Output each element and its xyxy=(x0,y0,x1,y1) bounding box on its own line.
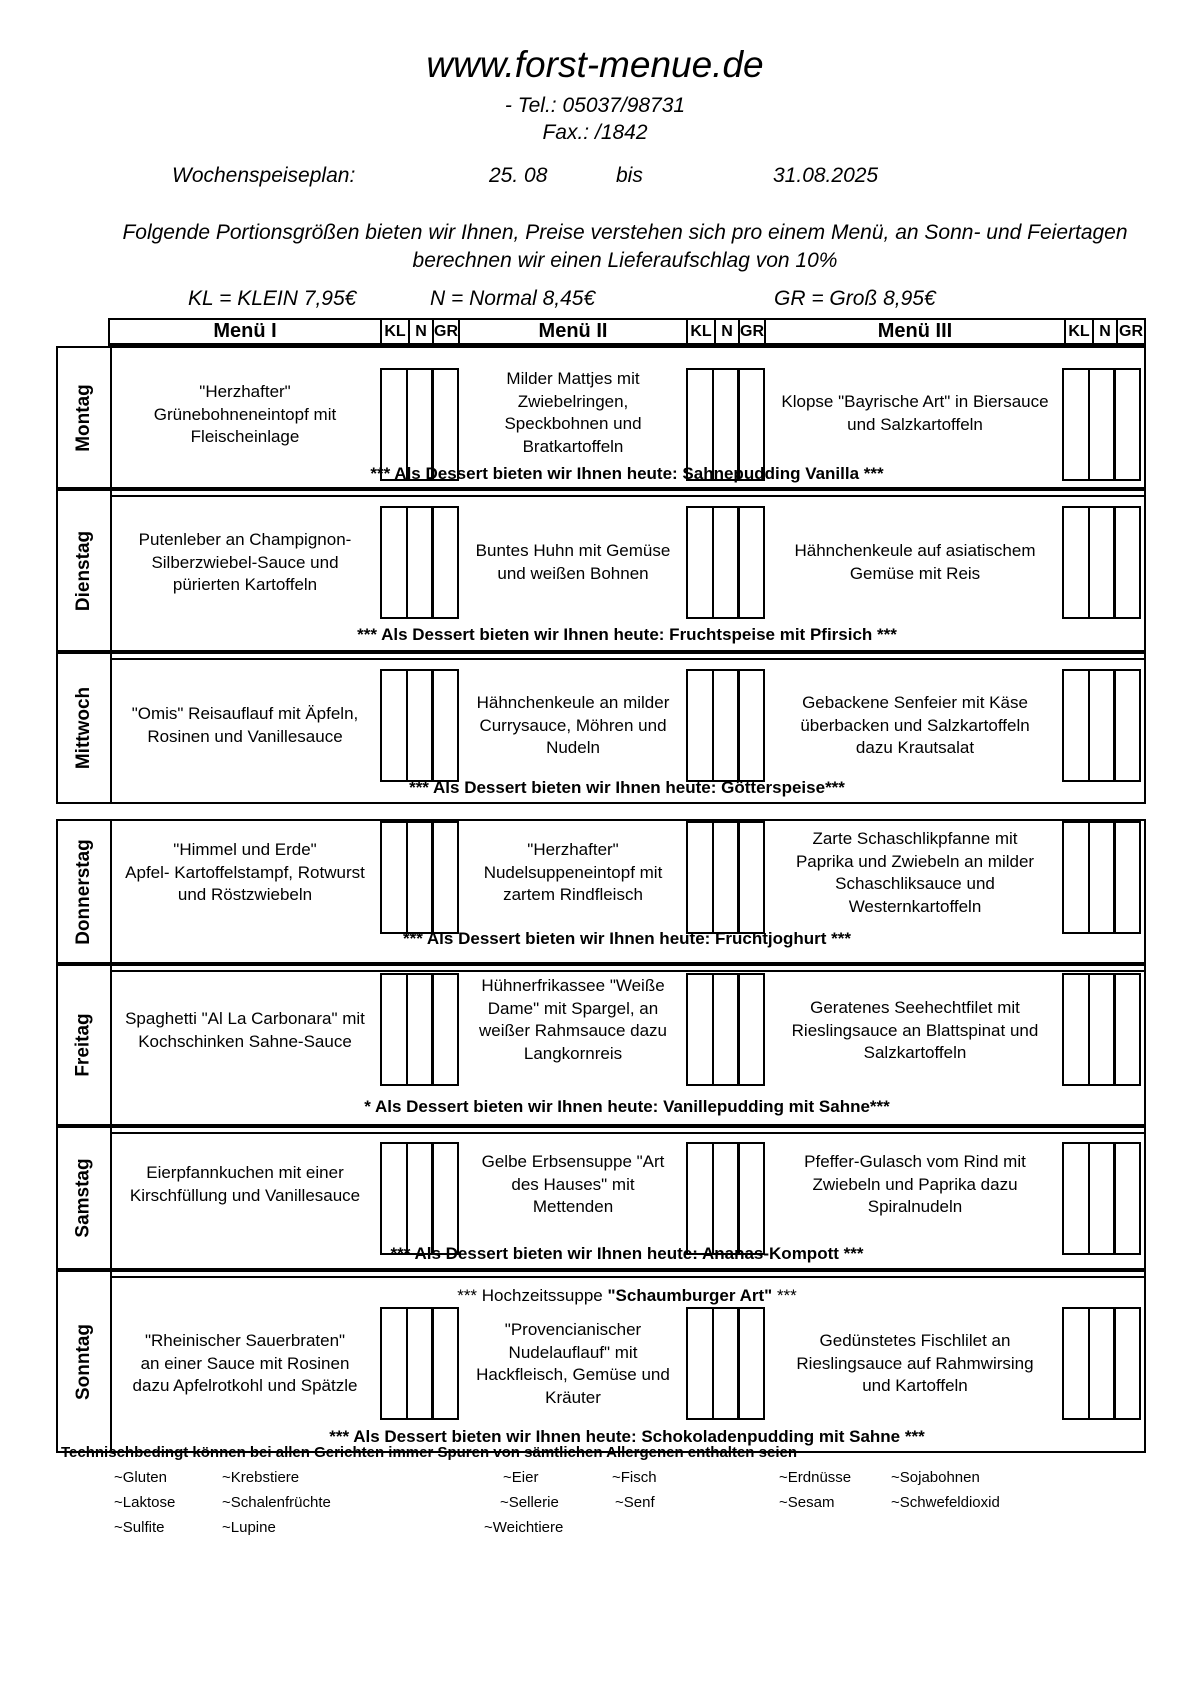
menu1-order-boxes[interactable] xyxy=(380,1142,459,1255)
menu1-order-boxes[interactable] xyxy=(380,669,459,782)
soup-suffix: *** xyxy=(772,1286,797,1305)
gr-box[interactable] xyxy=(737,669,765,782)
menu3-kl-header: KL xyxy=(1064,320,1092,343)
soup-name: "Schaumburger Art" xyxy=(607,1286,773,1305)
price-normal: N = Normal 8,45€ xyxy=(430,287,596,310)
menu1-dish: Eierpfannkuchen mit einer Kirschfüllung und Vanillesauce xyxy=(129,1163,361,1205)
menu2-dish: Hähnchenkeule an milder Currysauce, Möhren und Nudeln xyxy=(476,693,670,757)
menu2-dish: Hühnerfrikassee "Weiße Dame" mit Spargel, an weißer Rahmsauce dazu Langkornreis xyxy=(478,976,668,1063)
menu1-order-boxes[interactable] xyxy=(380,821,459,934)
allergen-item: ~Erdnüsse xyxy=(779,1469,852,1486)
date-bis: bis xyxy=(616,164,643,187)
menu3-dish: Klopse "Bayrische Art" in Biersauce und Salzkartoffeln xyxy=(781,392,1049,434)
menu2-dish: Gelbe Erbsensuppe "Art des Hauses" mit Mettenden xyxy=(481,1152,665,1216)
menu3-dish: Gedünstetes Fischlilet an Rieslingsauce auf Rahmwirsing und Kartoffeln xyxy=(796,1331,1034,1395)
menu-column-header xyxy=(108,318,1146,346)
n-box[interactable] xyxy=(712,506,740,619)
n-box[interactable] xyxy=(406,1307,434,1420)
soup-prefix: *** Hochzeitssuppe xyxy=(457,1286,608,1305)
day-label: Samstag xyxy=(58,1128,112,1268)
dessert-text: *** Als Dessert bieten wir Ihnen heute: Götterspeise*** xyxy=(409,778,845,797)
kl-box[interactable] xyxy=(380,669,408,782)
menu2-order-boxes[interactable] xyxy=(686,506,765,619)
allergen-notice: Technischbedingt können bei allen Gerichten immer Spuren von sämtlichen Allergenen enthalten seien xyxy=(61,1444,797,1461)
day-row-samstag xyxy=(56,1126,1146,1270)
kl-box[interactable] xyxy=(686,669,714,782)
menu1-dish: "Himmel und Erde" Apfel- Kartoffelstampf, Rotwurst und Röstzwiebeln xyxy=(125,840,365,904)
day-row-montag xyxy=(56,346,1146,489)
gr-box[interactable] xyxy=(737,506,765,619)
menu3-order-boxes[interactable] xyxy=(1062,1142,1141,1255)
menu3-order-boxes[interactable] xyxy=(1062,973,1141,1086)
menu2-order-boxes[interactable] xyxy=(686,1142,765,1255)
kl-box[interactable] xyxy=(380,821,408,934)
plan-label: Wochenspeiseplan: xyxy=(172,164,356,187)
kl-box[interactable] xyxy=(380,1307,408,1420)
dessert-text: *** Als Dessert bieten wir Ihnen heute: Schokoladenpudding mit Sahne *** xyxy=(329,1427,925,1446)
menu3-gr-header: GR xyxy=(1116,320,1144,343)
menu1-order-boxes[interactable] xyxy=(380,1307,459,1420)
allergen-item: ~Krebstiere xyxy=(222,1469,300,1486)
n-box[interactable] xyxy=(406,973,434,1086)
menu2-dish: "Provencianischer Nudelauflauf" mit Hackfleisch, Gemüse und Kräuter xyxy=(476,1320,670,1407)
allergen-item: ~Schalenfrüchte xyxy=(222,1494,331,1511)
menu3-dish: Geratenes Seehechtfilet mit Rieslingsauce an Blattspinat und Salzkartoffeln xyxy=(791,998,1039,1062)
menu3-dish: Zarte Schaschlikpfanne mit Paprika und Zwiebeln an milder Schaschliksauce und Westernkartoffeln xyxy=(795,829,1035,916)
gr-box[interactable] xyxy=(737,973,765,1086)
menu2-n-header: N xyxy=(714,320,738,343)
phone-number: - Tel.: 05037/98731 xyxy=(504,94,686,117)
day-row-mittwoch xyxy=(56,652,1146,804)
gr-box[interactable] xyxy=(1113,1142,1141,1255)
menu1-dish: Putenleber an Champignon- Silberzwiebel-Sauce und pürierten Kartoffeln xyxy=(138,530,352,594)
gr-box[interactable] xyxy=(737,821,765,934)
allergen-item: ~Fisch xyxy=(612,1469,657,1486)
menu1-dish: Spaghetti "Al La Carbonara" mit Kochschinken Sahne-Sauce xyxy=(125,1009,365,1051)
menu1-dish: "Omis" Reisauflauf mit Äpfeln, Rosinen und Vanillesauce xyxy=(131,704,359,746)
n-box[interactable] xyxy=(712,1142,740,1255)
n-box[interactable] xyxy=(712,669,740,782)
allergen-item: ~Lupine xyxy=(222,1519,276,1536)
row-divider xyxy=(110,1132,1144,1134)
kl-box[interactable] xyxy=(686,821,714,934)
allergen-item: ~Gluten xyxy=(114,1469,167,1486)
gr-box[interactable] xyxy=(431,1142,459,1255)
menu1-order-boxes[interactable] xyxy=(380,506,459,619)
menu2-dish: Buntes Huhn mit Gemüse und weißen Bohnen xyxy=(475,541,671,583)
kl-box[interactable] xyxy=(1062,821,1090,934)
day-label: Freitag xyxy=(58,966,112,1124)
kl-box[interactable] xyxy=(1062,506,1090,619)
kl-box[interactable] xyxy=(380,1142,408,1255)
menu3-dish: Gebackene Senfeier mit Käse überbacken und Salzkartoffeln dazu Krautsalat xyxy=(800,693,1030,757)
n-box[interactable] xyxy=(406,669,434,782)
menu1-order-boxes[interactable] xyxy=(380,973,459,1086)
menu3-dish: Pfeffer-Gulasch vom Rind mit Zwiebeln und Paprika dazu Spiralnudeln xyxy=(804,1152,1026,1216)
day-row-donnerstag xyxy=(56,819,1146,964)
kl-box[interactable] xyxy=(1062,1142,1090,1255)
allergen-item: ~Schwefeldioxid xyxy=(891,1494,1000,1511)
n-box[interactable] xyxy=(712,821,740,934)
allergen-item: ~Sellerie xyxy=(500,1494,559,1511)
menu2-order-boxes[interactable] xyxy=(686,821,765,934)
n-box[interactable] xyxy=(1088,973,1116,1086)
kl-box[interactable] xyxy=(380,973,408,1086)
n-box[interactable] xyxy=(712,1307,740,1420)
menu2-header: Menü II xyxy=(538,320,608,342)
n-box[interactable] xyxy=(406,1142,434,1255)
menu2-order-boxes[interactable] xyxy=(686,1307,765,1420)
date-from: 25. 08 xyxy=(489,164,548,187)
dessert-text: *** Als Dessert bieten wir Ihnen heute: Fruchtspeise mit Pfirsich *** xyxy=(357,625,897,644)
n-box[interactable] xyxy=(712,973,740,1086)
row-divider xyxy=(110,495,1144,497)
kl-box[interactable] xyxy=(686,506,714,619)
kl-box[interactable] xyxy=(1062,669,1090,782)
date-to: 31.08.2025 xyxy=(773,164,879,187)
kl-box[interactable] xyxy=(686,1307,714,1420)
allergen-item: ~Sulfite xyxy=(114,1519,165,1536)
website-title: www.forst-menue.de xyxy=(426,44,764,85)
n-box[interactable] xyxy=(406,506,434,619)
dessert-text: *** Als Dessert bieten wir Ihnen heute: Fruchtjoghurt *** xyxy=(402,929,852,948)
kl-box[interactable] xyxy=(380,506,408,619)
day-row-sonntag xyxy=(56,1270,1146,1453)
gr-box[interactable] xyxy=(1113,973,1141,1086)
allergen-item: ~Laktose xyxy=(114,1494,176,1511)
allergen-item: ~Weichtiere xyxy=(484,1519,564,1536)
day-label: Sonntag xyxy=(58,1272,112,1451)
price-gross: GR = Groß 8,95€ xyxy=(774,287,936,310)
dessert-text: *** Als Dessert bieten wir Ihnen heute: Sahnepudding Vanilla *** xyxy=(370,464,884,483)
gr-box[interactable] xyxy=(1113,1307,1141,1420)
gr-box[interactable] xyxy=(737,1307,765,1420)
allergen-item: ~Sojabohnen xyxy=(891,1469,980,1486)
gr-box[interactable] xyxy=(1113,821,1141,934)
menu3-dish: Hähnchenkeule auf asiatischem Gemüse mit Reis xyxy=(794,541,1036,583)
menu3-header: Menü III xyxy=(877,320,953,342)
menu1-dish: "Rheinischer Sauerbraten" an einer Sauce mit Rosinen dazu Apfelrotkohl und Spätzle xyxy=(132,1331,358,1395)
day-label: Mittwoch xyxy=(58,654,112,802)
menu2-order-boxes[interactable] xyxy=(686,669,765,782)
row-divider xyxy=(110,970,1144,972)
day-row-freitag xyxy=(56,964,1146,1126)
menu3-order-boxes[interactable] xyxy=(1062,821,1141,934)
n-box[interactable] xyxy=(1088,821,1116,934)
kl-box[interactable] xyxy=(1062,973,1090,1086)
soup-line xyxy=(110,1286,1144,1306)
menu1-dish: "Herzhafter" Grünebohneneintopf mit Fleischeinlage xyxy=(153,382,337,446)
gr-box[interactable] xyxy=(737,1142,765,1255)
day-label: Montag xyxy=(58,348,112,487)
menu1-kl-header: KL xyxy=(380,320,408,343)
n-box[interactable] xyxy=(1088,1142,1116,1255)
intro-text: Folgende Portionsgrößen bieten wir Ihnen, Preise verstehen sich pro einem Menü, an Sonn- und Feiertagen berechnen wir einen Lieferaufschlag von 10% xyxy=(122,221,1128,272)
allergen-item: ~Sesam xyxy=(779,1494,835,1511)
allergen-item: ~Senf xyxy=(615,1494,655,1511)
day-label: Donnerstag xyxy=(58,821,112,962)
fax-number: Fax.: /1842 xyxy=(542,121,648,144)
menu3-order-boxes[interactable] xyxy=(1062,1307,1141,1420)
row-divider xyxy=(110,658,1144,660)
n-box[interactable] xyxy=(1088,1307,1116,1420)
day-label: Dienstag xyxy=(58,491,112,650)
kl-box[interactable] xyxy=(686,1142,714,1255)
row-divider xyxy=(110,1276,1144,1278)
menu2-order-boxes[interactable] xyxy=(686,973,765,1086)
menu2-dish: Milder Mattjes mit Zwiebelringen, Speckbohnen und Bratkartoffeln xyxy=(504,369,642,456)
gr-box[interactable] xyxy=(431,669,459,782)
n-box[interactable] xyxy=(1088,669,1116,782)
menu2-dish: "Herzhafter" Nudelsuppeneintopf mit zartem Rindfleisch xyxy=(483,840,663,904)
n-box[interactable] xyxy=(1088,506,1116,619)
menu3-order-boxes[interactable] xyxy=(1062,506,1141,619)
dessert-text: *** Als Dessert bieten wir Ihnen heute: Ananas-Kompott *** xyxy=(390,1244,864,1263)
n-box[interactable] xyxy=(406,821,434,934)
menu2-kl-header: KL xyxy=(686,320,714,343)
menu3-order-boxes[interactable] xyxy=(1062,669,1141,782)
menu1-header: Menü I xyxy=(213,320,277,342)
dessert-text: * Als Dessert bieten wir Ihnen heute: Vanillepudding mit Sahne*** xyxy=(364,1097,890,1116)
menu2-gr-header: GR xyxy=(738,320,766,343)
gr-box[interactable] xyxy=(1113,506,1141,619)
gr-box[interactable] xyxy=(431,973,459,1086)
gr-box[interactable] xyxy=(431,1307,459,1420)
price-klein: KL = KLEIN 7,95€ xyxy=(188,287,357,310)
gr-box[interactable] xyxy=(1113,669,1141,782)
menu1-gr-header: GR xyxy=(432,320,460,343)
kl-box[interactable] xyxy=(1062,1307,1090,1420)
menu3-n-header: N xyxy=(1092,320,1116,343)
allergen-item: ~Eier xyxy=(503,1469,539,1486)
gr-box[interactable] xyxy=(431,821,459,934)
menu1-n-header: N xyxy=(408,320,432,343)
kl-box[interactable] xyxy=(686,973,714,1086)
gr-box[interactable] xyxy=(431,506,459,619)
day-row-dienstag xyxy=(56,489,1146,652)
